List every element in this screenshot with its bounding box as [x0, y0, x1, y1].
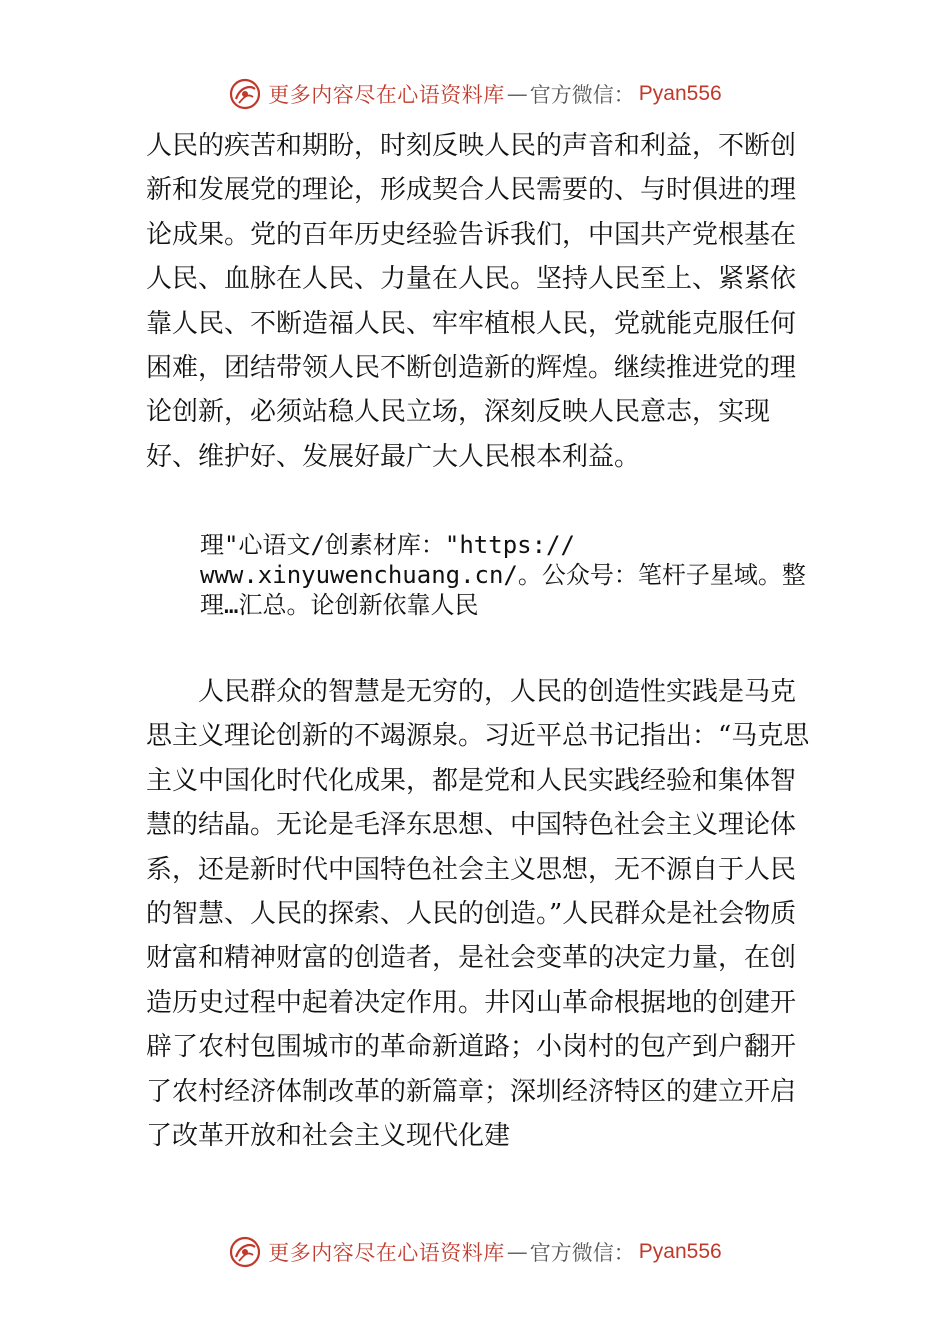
banner-title: 更多内容尽在心语资料库	[268, 83, 505, 107]
source-note-line-2: www.xinyuwenchuang.cn/。公众号：笔杆子星域。整	[200, 561, 806, 589]
source-note-line-3: 理…汇总。论创新依靠人民	[200, 591, 479, 619]
banner-dash: —	[506, 82, 528, 106]
source-note	[200, 530, 830, 620]
banner-wechat-label: 官方微信：	[529, 83, 635, 107]
source-note-line-1: 理"心语文/创素材库："https://	[200, 531, 575, 559]
banner-title: 更多内容尽在心语资料库	[268, 1241, 505, 1265]
brand-logo-icon	[228, 1235, 262, 1269]
banner-dash: —	[506, 1240, 528, 1264]
header-banner	[0, 72, 950, 116]
body-paragraph-2: 人民群众的智慧是无穷的，人民的创造性实践是马克思主义理论创新的不竭源泉。习近平总书记指出：“马克思主义中国化时代化成果，都是党和人民实践经验和集体智慧的结晶。无论是毛泽东思想、中国特色社会主义理论体系，还是新时代中国特色社会主义思想，无不源自于人民的智慧、人民的探索、人民的创造。”人民群众是社会物质财富和精神财富的创造者，是社会变革的决定力量，在创造历史过程中起着决定作用。井冈山革命根据地的创建开辟了农村包围城市的革命新道路；小岗村的包产到户翻开了农村经济体制改革的新篇章；深圳经济特区的建立开启了改革开放和社会主义现代化建	[146, 677, 810, 1152]
banner-wechat-label: 官方微信：	[529, 1241, 635, 1265]
banner-wechat-id: Pyan556	[638, 1240, 722, 1263]
footer-banner	[0, 1230, 950, 1274]
banner-wechat-id: Pyan556	[638, 82, 722, 105]
brand-logo-icon	[228, 77, 262, 111]
body-paragraph-1: 人民的疾苦和期盼，时刻反映人民的声音和利益，不断创新和发展党的理论，形成契合人民需要的、与时俱进的理论成果。党的百年历史经验告诉我们，中国共产党根基在人民、血脉在人民、力量在人民。坚持人民至上、紧紧依靠人民、不断造福人民、牢牢植根人民，党就能克服任何困难，团结带领人民不断创造新的辉煌。继续推进党的理论创新，必须站稳人民立场，深刻反映人民意志，实现好、维护好、发展好最广大人民根本利益。	[146, 131, 797, 472]
